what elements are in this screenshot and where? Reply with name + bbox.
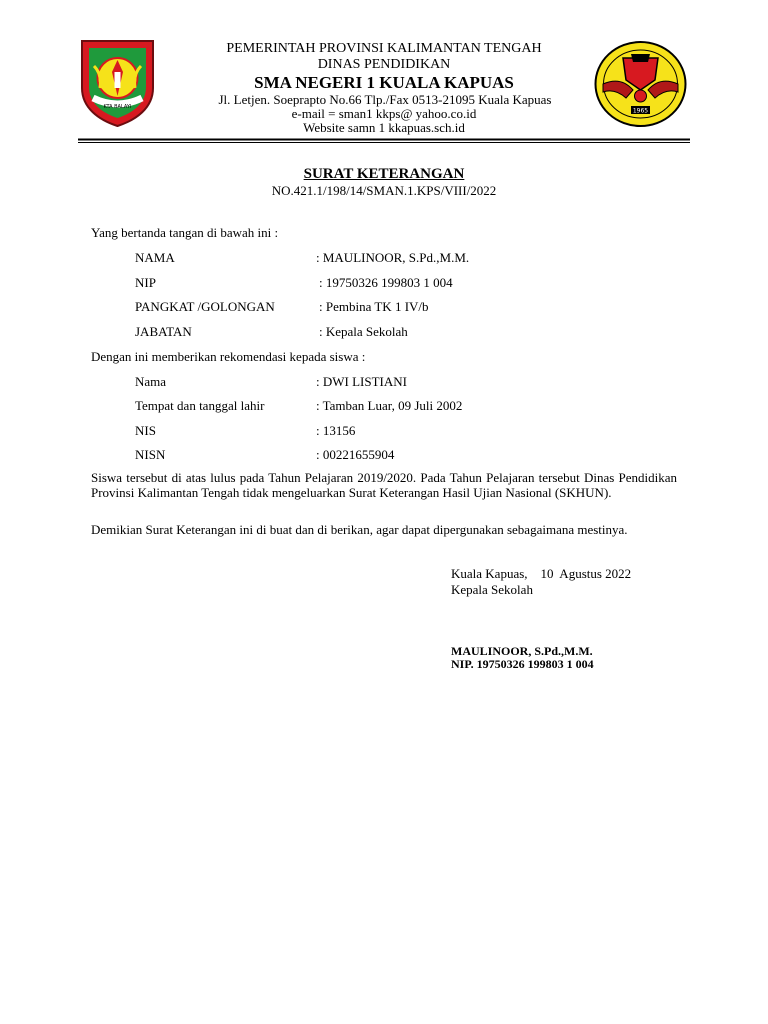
- letter-title-text: SURAT KETERANGAN: [303, 166, 465, 182]
- letter-title: [0, 166, 768, 183]
- header-website: Website samn 1 kkapuas.sch.id: [303, 120, 465, 135]
- student-value-name: : DWI LISTIANI: [316, 374, 407, 389]
- intro-text: Yang bertanda tangan di bawah ini :: [91, 225, 279, 240]
- school-logo-year: 1965: [632, 107, 649, 115]
- official-label-rank: PANGKAT /GOLONGAN: [135, 299, 275, 314]
- place-date: Kuala Kapuas, 10 Agustus 2022: [451, 566, 632, 581]
- official-value-rank: : Pembina TK 1 IV/b: [319, 299, 429, 314]
- student-label-nis: NIS: [135, 423, 156, 438]
- header-school-name: SMA NEGERI 1 KUALA KAPUAS: [254, 73, 514, 92]
- official-label-position: JABATAN: [135, 324, 192, 339]
- official-label-name: NAMA: [135, 250, 175, 265]
- official-value-name: : MAULINOOR, S.Pd.,M.M.: [316, 250, 470, 265]
- recommend-text: Dengan ini memberikan rekomendasi kepada siswa :: [91, 349, 366, 364]
- header-government: PEMERINTAH PROVINSI KALIMANTAN TENGAH: [226, 41, 542, 56]
- signer-nip: NIP. 19750326 199803 1 004: [451, 657, 594, 671]
- letterhead-divider: [78, 138, 690, 144]
- official-value-nip: : 19750326 199803 1 004: [319, 275, 453, 290]
- province-logo-text: KTA BALAYI: [103, 104, 132, 110]
- header-email: e-mail = sman1 kkps@ yahoo.co.id: [291, 106, 477, 121]
- signer-position: Kepala Sekolah: [451, 582, 533, 597]
- body-paragraph-2: Demikian Surat Keterangan ini di buat dan di berikan, agar dapat dipergunakan sebagaimana mestinya.: [91, 522, 628, 537]
- signer-name: MAULINOOR, S.Pd.,M.M.: [451, 644, 593, 658]
- student-value-nis: : 13156: [316, 423, 356, 438]
- header-address: Jl. Letjen. Soeprapto No.66 Tlp./Fax 0513-21095 Kuala Kapuas: [218, 92, 552, 107]
- student-label-birth: Tempat dan tanggal lahir: [135, 398, 265, 413]
- body-paragraph-1: Siswa tersebut di atas lulus pada Tahun Pelajaran 2019/2020. Pada Tahun Pelajaran tersebut Dinas Pendidikan Provinsi Kalimantan Tengah tidak mengeluarkan Surat Keterangan Hasil Ujian Nasional (SKHUN).: [91, 470, 677, 500]
- student-value-nisn: : 00221655904: [316, 447, 395, 462]
- student-value-birth: : Tamban Luar, 09 Juli 2002: [316, 398, 463, 413]
- header-department: DINAS PENDIDIKAN: [317, 57, 451, 72]
- official-label-nip: NIP: [135, 275, 156, 290]
- student-label-nisn: NISN: [135, 447, 166, 462]
- letter-number: NO.421.1/198/14/SMAN.1.KPS/VIII/2022: [271, 183, 497, 198]
- student-label-name: Nama: [135, 374, 167, 389]
- official-value-position: : Kepala Sekolah: [319, 324, 408, 339]
